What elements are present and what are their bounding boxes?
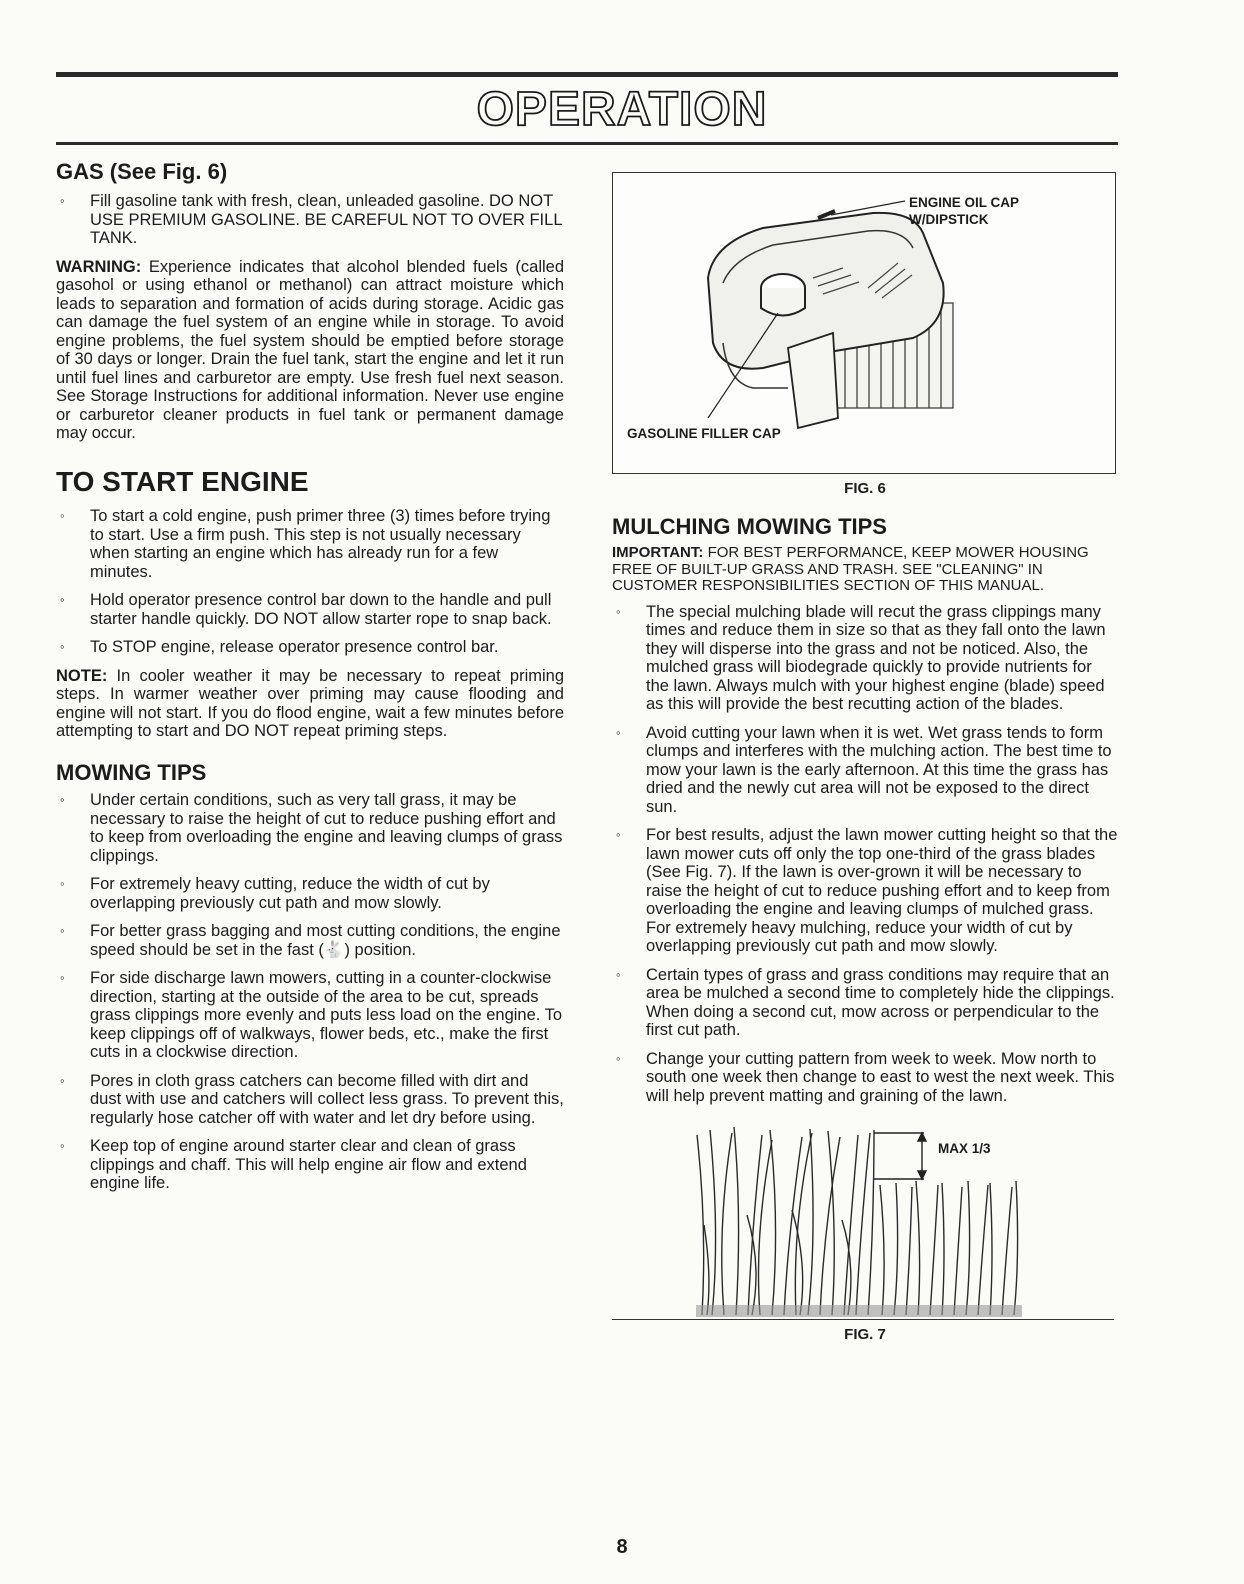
engine-illustration	[613, 173, 1115, 473]
bullet: ◦	[60, 792, 65, 808]
list-item: ◦ Under certain conditions, such as very tall grass, it may be necessary to raise the height of cut to reduce pushing effort and to keep from overloading the engine and leaving clumps of grass clippings.	[60, 791, 563, 865]
note-paragraph	[56, 667, 564, 741]
mowing-tips-heading: MOWING TIPS	[56, 759, 207, 785]
bullet: ◦	[60, 876, 65, 892]
list-item: ◦ Keep top of engine around starter clear and clean of grass clippings and chaff. This will help engine air flow and extend engine life.	[60, 1137, 527, 1193]
bullet: ◦	[616, 603, 621, 619]
oil-cap-label-2: W/DIPSTICK	[909, 212, 989, 227]
mowing-tips-list	[56, 791, 564, 1193]
list-item: ◦ Hold operator presence control bar down to the handle and pull starter handle quickly. DO NOT allow starter rope to snap back.	[60, 591, 552, 628]
fig7-figure	[612, 1115, 1114, 1320]
bullet: ◦	[60, 923, 65, 939]
important-paragraph	[612, 545, 1118, 595]
cut-grass-icon	[880, 1181, 1018, 1315]
bullet: ◦	[60, 1072, 65, 1088]
bullet: ◦	[60, 508, 65, 524]
left-column	[56, 160, 564, 1203]
list-item: ◦ For extremely heavy cutting, reduce the width of cut by overlapping previously cut path and mow slowly.	[60, 875, 490, 912]
fig6-figure	[612, 172, 1116, 474]
bullet: ◦	[616, 724, 621, 740]
bullet: ◦	[60, 970, 65, 986]
important-label: IMPORTANT:	[612, 544, 704, 562]
mulching-heading: MULCHING MOWING TIPS	[612, 514, 887, 539]
filler-cap-label: GASOLINE FILLER CAP	[627, 426, 781, 441]
top-rule	[56, 72, 1118, 77]
list-item: ◦ Change your cutting pattern from week to week. Mow north to south one week then change to east to west the next week. This will help prevent matting and graining of the lawn.	[616, 1049, 1115, 1105]
bullet: ◦	[60, 592, 65, 608]
start-engine-list	[56, 507, 564, 657]
bullet: ◦	[616, 966, 621, 982]
tall-grass-icon	[697, 1127, 874, 1315]
list-item: ◦ For better grass bagging and most cutting conditions, the engine speed should be set in the fast (🐇) position.	[60, 922, 561, 959]
list-item: ◦ Avoid cutting your lawn when it is wet. Wet grass tends to form clumps and interferes with the mulching action. The best time to mow your lawn is the early afternoon. At this time the grass has dried and the newly cut area will not be exposed to the direct sun.	[616, 723, 1112, 816]
bullet: ◦	[616, 1050, 621, 1066]
note-label: NOTE:	[56, 666, 108, 685]
bullet: ◦	[60, 193, 65, 209]
warning-label: WARNING:	[56, 257, 142, 276]
grass-illustration	[612, 1115, 1114, 1319]
list-item: ◦ Certain types of grass and grass conditions may require that an area be mulched a second time to completely hide the clippings. When doing a second cut, mow across or perpendicular to the first cut path.	[616, 965, 1115, 1040]
bullet: ◦	[60, 1138, 65, 1154]
right-column	[612, 172, 1118, 1357]
start-engine-heading: TO START ENGINE	[56, 465, 309, 497]
bullet: ◦	[616, 827, 621, 843]
gas-cap-icon	[761, 274, 805, 316]
gas-heading: GAS (See Fig. 6)	[56, 159, 228, 184]
warning-text: Experience indicates that alcohol blended fuels (called gasohol or using ethanol or methanol) can attract moisture which leads to separation and formation of acids during storage. Acidic gas can damage the fuel system of an engine while in storage. To avoid engine problems, the fuel system should be emptied before storage of 30 days or longer. Drain the fuel tank, start the engine and let it run until fuel lines and carburetor are empty. Use fresh fuel next season. See Storage Instructions for additional information. Never use engine or carburetor cleaner products in fuel tank or permanent damage may occur.	[56, 257, 564, 443]
fig6-caption: FIG. 6	[844, 480, 886, 497]
bullet: ◦	[60, 639, 65, 655]
warning-paragraph	[56, 258, 564, 443]
list-item: ◦ Pores in cloth grass catchers can become filled with dirt and dust with use and catchers will collect less grass. To prevent this, regularly hose catcher off with water and let dry before using.	[60, 1071, 564, 1127]
fig7-caption: FIG. 7	[844, 1326, 886, 1344]
title-underline	[56, 142, 1118, 145]
height-bracket-icon	[874, 1133, 926, 1179]
gas-list	[56, 192, 564, 248]
mulching-list	[612, 603, 1118, 1106]
important-text: FOR BEST PERFORMANCE, KEEP MOWER HOUSING FREE OF BUILT-UP GRASS AND TRASH. SEE "CLEANING" IN CUSTOMER RESPONSIBILITIES SECTION OF THIS MANUAL.	[612, 544, 1089, 595]
oil-cap-label: ENGINE OIL CAP	[909, 195, 1020, 210]
list-item: ◦ For best results, adjust the lawn mower cutting height so that the lawn mower cuts off only the top one-third of the grass blades (See Fig. 7). If the lawn is over-grown it will be necessary to raise the height of cut to reduce pushing effort and to keep from overloading the engine and leaving clumps of mulched grass. For extremely heavy mulching, reduce your width of cut by overlapping previously cut path and mow slowly.	[616, 826, 1118, 956]
max-label: MAX 1/3	[938, 1141, 991, 1157]
list-item: ◦ The special mulching blade will recut the grass clippings many times and reduce them in size so that as they fall onto the lawn they will disperse into the grass and not be noticed. Also, the mulched grass will biodegrade quickly to provide nutrients for the lawn. Always mulch with your highest engine (blade) speed as this will provide the best recutting action of the blades.	[616, 602, 1106, 714]
list-item: ◦ To STOP engine, release operator presence control bar.	[60, 638, 499, 657]
note-text: In cooler weather it may be necessary to repeat priming steps. In warmer weather over priming may cause flooding and engine will not start. If you do flood engine, wait a few minutes before attempting to start and DO NOT repeat priming steps.	[56, 666, 564, 741]
page-title: OPERATION	[476, 83, 768, 136]
page-number: 8	[616, 1536, 628, 1558]
list-item: ◦ To start a cold engine, push primer three (3) times before trying to start. Use a firm push. This step is not usually necessary when starting an engine which has already run for a few minutes.	[60, 507, 551, 581]
list-item: ◦ Fill gasoline tank with fresh, clean, unleaded gasoline. DO NOT USE PREMIUM GASOLINE. BE CAREFUL NOT TO OVER FILL TANK.	[60, 192, 562, 248]
list-item: ◦ For side discharge lawn mowers, cutting in a counter-clockwise direction, starting at the outside of the area to be cut, spreads grass clippings more evenly and puts less load on the engine. To keep clippings off of walkways, flower beds, etc., make the first cuts in a clockwise direction.	[60, 969, 563, 1062]
